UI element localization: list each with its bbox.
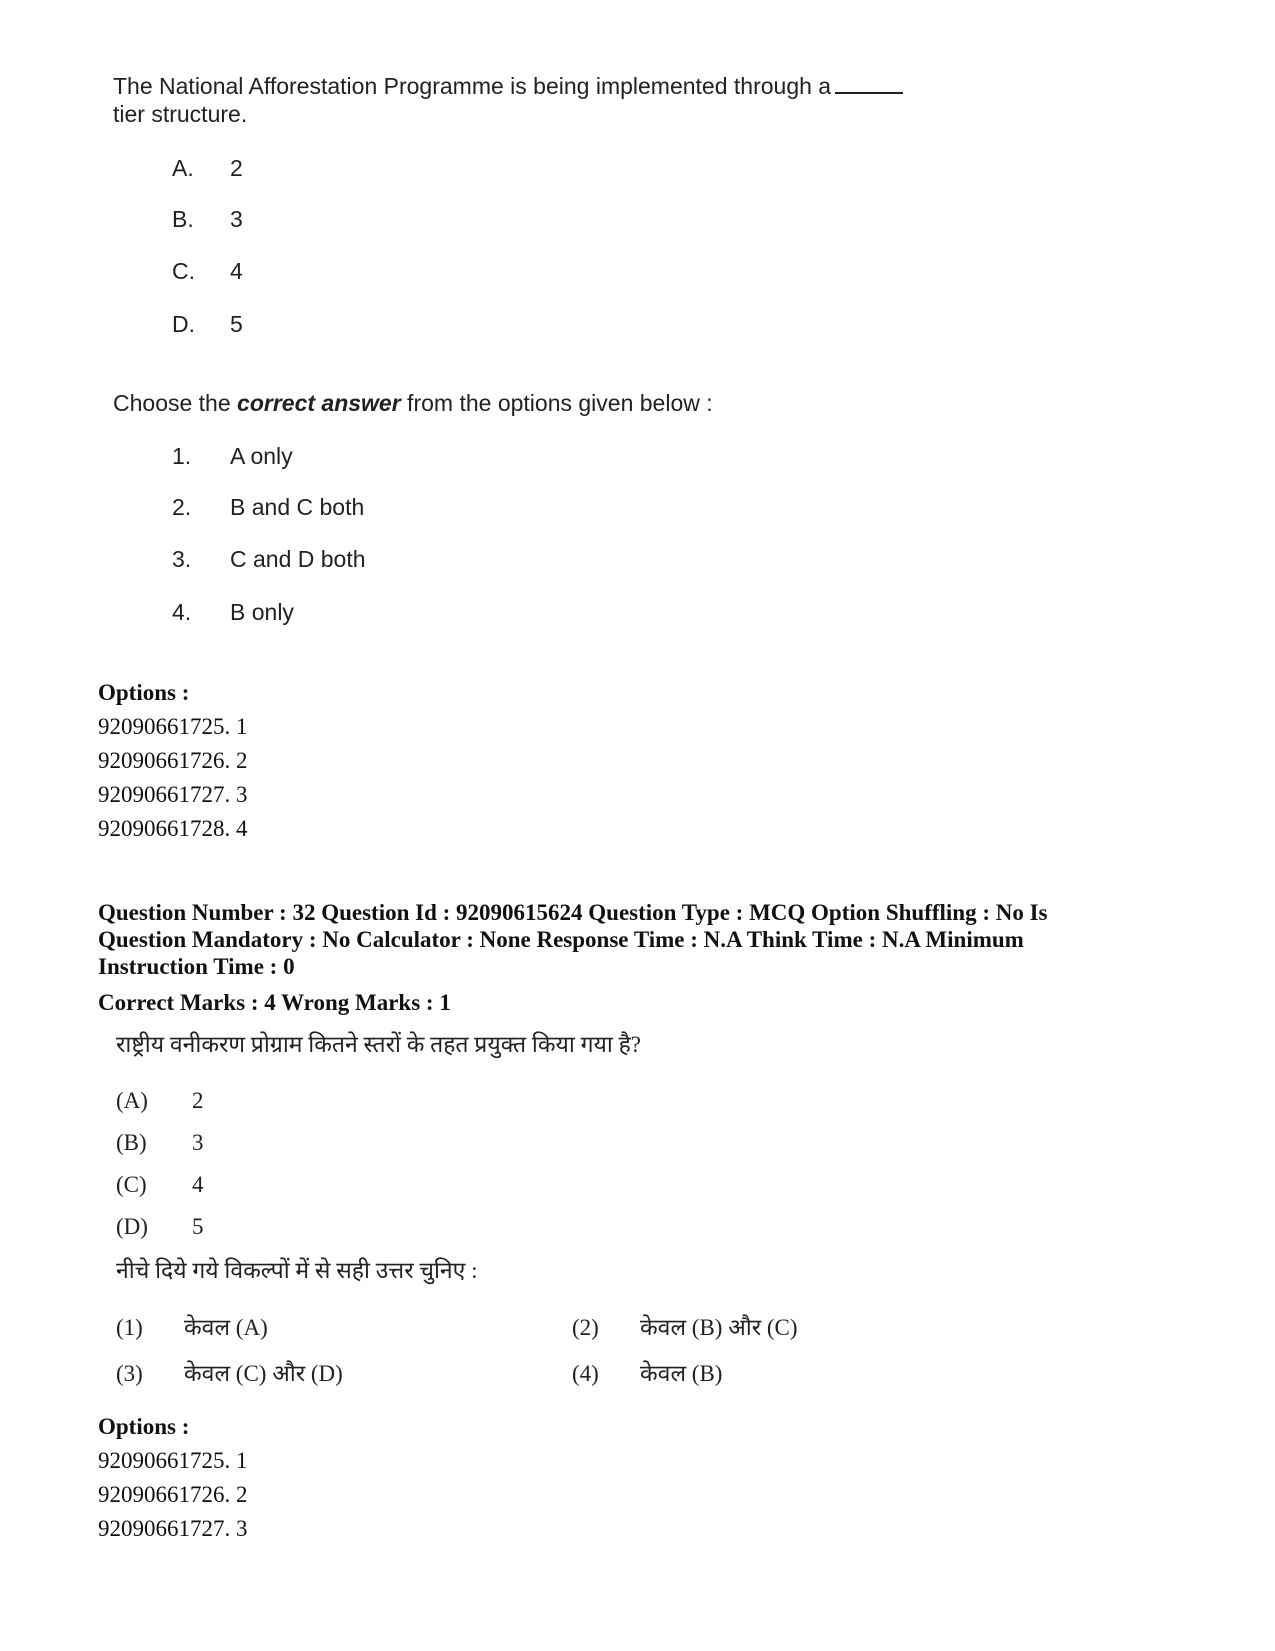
english-option-d	[172, 311, 243, 338]
stem-text: The National Afforestation Programme is being implemented through a	[113, 73, 832, 99]
option-text: 5	[192, 1214, 204, 1239]
option-id-line: 92090661727. 3	[98, 1516, 248, 1541]
english-option-b	[172, 206, 243, 233]
answer-label: 3.	[172, 546, 192, 572]
option-label: A.	[172, 155, 194, 181]
options-heading: Options :	[98, 1414, 190, 1439]
answer-label: 4.	[172, 599, 192, 625]
english-question-stem	[113, 72, 1013, 128]
option-label: (A)	[116, 1088, 148, 1113]
option-text: 4	[192, 1172, 204, 1197]
option-label: D.	[172, 311, 195, 337]
stem-text-continued: tier structure.	[113, 101, 248, 127]
hindi-option-d	[116, 1214, 204, 1240]
answer-text: केवल (B) और (C)	[640, 1315, 798, 1340]
option-id-line: 92090661725. 1	[98, 714, 248, 739]
answer-text: केवल (B)	[640, 1361, 723, 1386]
english-choose-instruction	[113, 390, 713, 417]
option-text: 3	[192, 1130, 204, 1155]
answer-label: (3)	[116, 1361, 143, 1386]
english-answer-4	[172, 599, 294, 626]
question-meta	[98, 899, 1198, 980]
answer-text: B and C both	[230, 494, 365, 520]
answer-label: (2)	[572, 1315, 599, 1340]
hindi-answer-1	[116, 1310, 268, 1342]
english-answer-3	[172, 546, 366, 573]
question-meta-line: Question Number : 32 Question Id : 92090615624 Question Type : MCQ Option Shuffling : No Is	[98, 900, 1048, 925]
english-option-a	[172, 155, 243, 182]
answer-text: केवल (C) और (D)	[184, 1361, 343, 1386]
option-text: 3	[230, 206, 243, 232]
option-label: (C)	[116, 1172, 147, 1197]
option-id-line: 92090661725. 1	[98, 1448, 248, 1473]
answer-label: (4)	[572, 1361, 599, 1386]
option-id-line: 92090661727. 3	[98, 782, 248, 807]
hindi-option-c	[116, 1172, 204, 1198]
hindi-choose-instruction: नीचे दिये गये विकल्पों में से सही उत्तर चुनिए :	[116, 1258, 478, 1283]
option-id-line: 92090661728. 4	[98, 816, 248, 841]
choose-suffix: from the options given below :	[400, 390, 713, 416]
option-text: 2	[230, 155, 243, 181]
option-id-line: 92090661726. 2	[98, 1482, 248, 1507]
english-option-c	[172, 258, 243, 285]
hindi-question-stem: राष्ट्रीय वनीकरण प्रोग्राम कितने स्तरों के तहत प्रयुक्त किया गया है?	[116, 1032, 641, 1057]
option-text: 4	[230, 258, 243, 284]
english-answer-1	[172, 443, 293, 470]
answer-label: 2.	[172, 494, 192, 520]
hindi-option-a	[116, 1088, 204, 1114]
answer-label: 1.	[172, 443, 192, 469]
question-meta-line: Question Mandatory : No Calculator : None Response Time : N.A Think Time : N.A Minimum	[98, 927, 1024, 952]
question-marks: Correct Marks : 4 Wrong Marks : 1	[98, 990, 451, 1015]
hindi-answer-2	[572, 1310, 798, 1342]
hindi-option-b	[116, 1130, 204, 1156]
english-answer-2	[172, 494, 364, 521]
option-id-line: 92090661726. 2	[98, 748, 248, 773]
hindi-answer-3	[116, 1356, 343, 1388]
english-question-image	[0, 0, 1275, 640]
choose-emphasis: correct answer	[237, 390, 401, 416]
answer-text: A only	[230, 443, 293, 469]
fill-in-blank	[835, 74, 903, 94]
option-label: B.	[172, 206, 194, 232]
question-meta-line: Instruction Time : 0	[98, 954, 295, 979]
option-text: 2	[192, 1088, 204, 1113]
answer-text: C and D both	[230, 546, 366, 572]
hindi-answer-4	[572, 1356, 722, 1388]
options-heading: Options :	[98, 680, 190, 705]
answer-text: B only	[230, 599, 294, 625]
answer-label: (1)	[116, 1315, 143, 1340]
choose-prefix: Choose the	[113, 390, 238, 416]
option-label: C.	[172, 258, 195, 284]
answer-text: केवल (A)	[184, 1315, 268, 1340]
option-text: 5	[230, 311, 243, 337]
option-label: (B)	[116, 1130, 147, 1155]
option-label: (D)	[116, 1214, 148, 1239]
